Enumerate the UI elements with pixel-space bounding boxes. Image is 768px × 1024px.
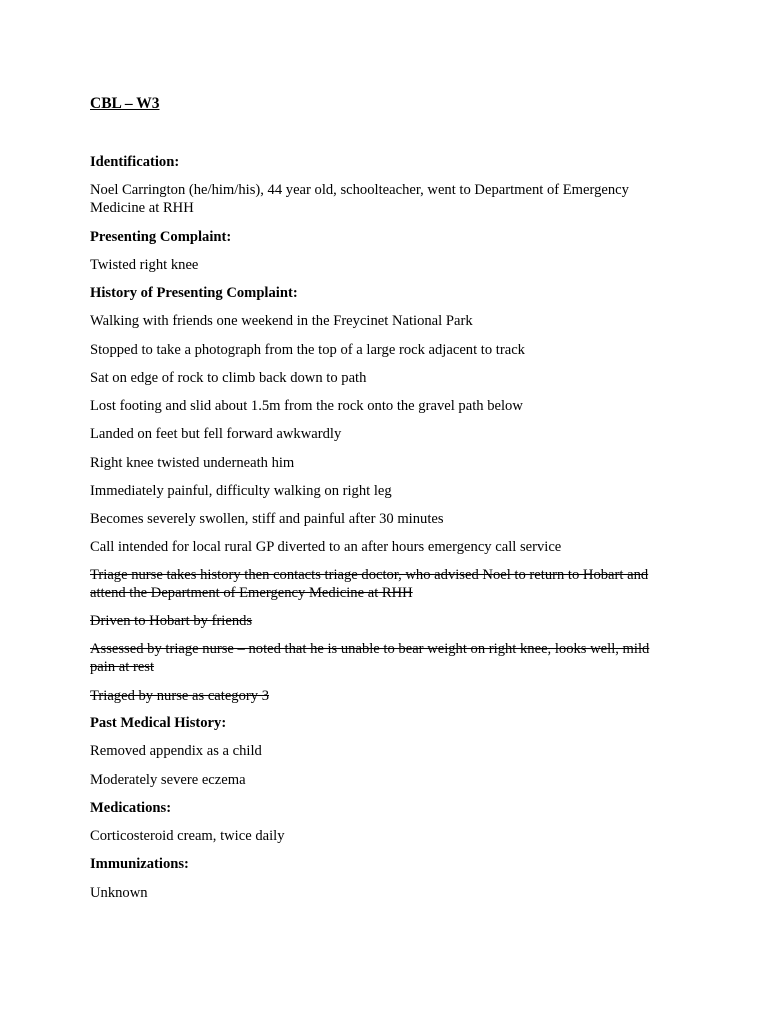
medications-text: Corticosteroid cream, twice daily <box>90 828 285 844</box>
presenting-complaint-heading: Presenting Complaint: <box>90 229 232 245</box>
hpc-item: Becomes severely swollen, stiff and painful after 30 minutes <box>90 511 444 527</box>
hpc-item: Sat on edge of rock to climb back down to path <box>90 370 367 386</box>
hpc-item: Call intended for local rural GP diverted to an after hours emergency call service <box>90 539 562 555</box>
hpc-item: Immediately painful, difficulty walking on right leg <box>90 483 392 499</box>
hpc-item: Right knee twisted underneath him <box>90 455 295 471</box>
hpc-item: Stopped to take a photograph from the top of a large rock adjacent to track <box>90 342 525 358</box>
identification-heading: Identification: <box>90 154 180 170</box>
hpc-heading: History of Presenting Complaint: <box>90 285 298 301</box>
presenting-complaint-text: Twisted right knee <box>90 257 199 273</box>
hpc-item: Lost footing and slid about 1.5m from the rock onto the gravel path below <box>90 398 523 414</box>
hpc-item: Walking with friends one weekend in the Freycinet National Park <box>90 313 473 329</box>
medications-heading: Medications: <box>90 800 172 816</box>
hpc-struck-item: Assessed by triage nurse – noted that he is unable to bear weight on right knee, looks well, mild pain at rest <box>90 641 650 675</box>
hpc-item: Landed on feet but fell forward awkwardly <box>90 426 342 442</box>
hpc-struck-item: Triaged by nurse as category 3 <box>90 688 270 704</box>
hpc-struck-item: Triage nurse takes history then contacts triage doctor, who advised Noel to return to Hobart and attend the Department of Emergency Medicine at RHH <box>90 567 649 601</box>
immunizations-heading: Immunizations: <box>90 856 189 872</box>
hpc-struck-item: Driven to Hobart by friends <box>90 613 253 629</box>
identification-text: Noel Carrington (he/him/his), 44 year old, schoolteacher, went to Department of Emergency Medicine at RHH <box>90 182 629 216</box>
pmh-heading: Past Medical History: <box>90 715 227 731</box>
document-title: CBL – W3 <box>90 95 160 112</box>
immunizations-text: Unknown <box>90 885 148 901</box>
pmh-item: Moderately severe eczema <box>90 772 246 788</box>
pmh-item: Removed appendix as a child <box>90 743 262 759</box>
